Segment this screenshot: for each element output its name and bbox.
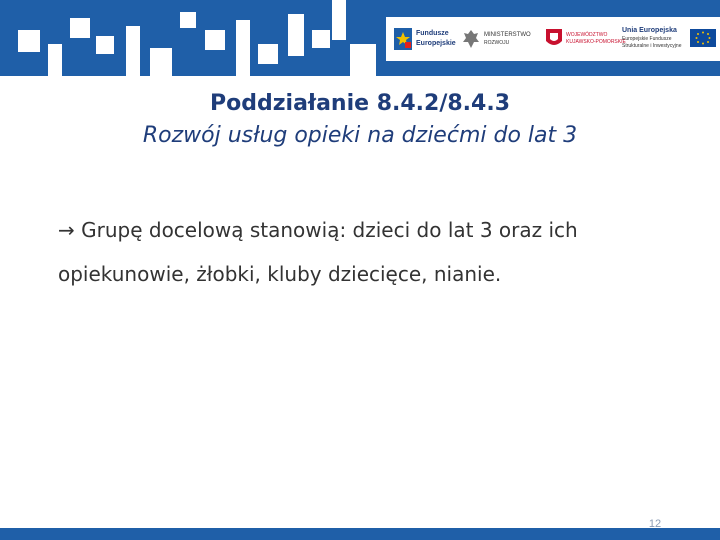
region-line1: WOJEWÓDZTWO	[566, 32, 608, 38]
eu-flag-icon	[690, 29, 716, 47]
eagle-emblem-icon	[462, 28, 480, 50]
slide-body	[58, 208, 678, 296]
slide-title	[60, 88, 660, 152]
fe-line2: Europejskie	[416, 40, 456, 47]
region-crest-icon	[546, 29, 562, 49]
region-logo	[544, 17, 628, 61]
ministry-logo	[460, 17, 544, 61]
title-line-2: Rozwój usług opieki na dziećmi do lat 3	[142, 123, 578, 148]
logo-bar	[386, 17, 720, 61]
page-number: 12	[648, 518, 662, 530]
fundusze-europejskie-logo	[392, 17, 468, 61]
eu-line1: Unia Europejska	[622, 27, 677, 34]
eu-line2: Europejskie Fundusze	[622, 36, 672, 42]
ministry-line2: ROZWOJU	[484, 40, 510, 46]
ministry-line1: MINISTERSTWO	[484, 32, 531, 38]
eu-line3: Strukturalne i Inwestycyjne	[622, 43, 682, 49]
body-line-1: → Grupę docelową stanowią: dzieci do lat 3 oraz ich	[58, 218, 578, 242]
title-line-1: Poddziałanie 8.4.2/8.4.3	[209, 91, 511, 116]
footer-band	[0, 528, 720, 540]
eu-logo	[620, 17, 720, 61]
fe-line1: Fundusze	[416, 30, 449, 37]
fe-stars-icon	[394, 28, 412, 50]
region-line2: KUJAWSKO-POMORSKIE	[566, 39, 626, 45]
body-line-2: opiekunowie, żłobki, kluby dziecięce, nianie.	[58, 262, 502, 286]
